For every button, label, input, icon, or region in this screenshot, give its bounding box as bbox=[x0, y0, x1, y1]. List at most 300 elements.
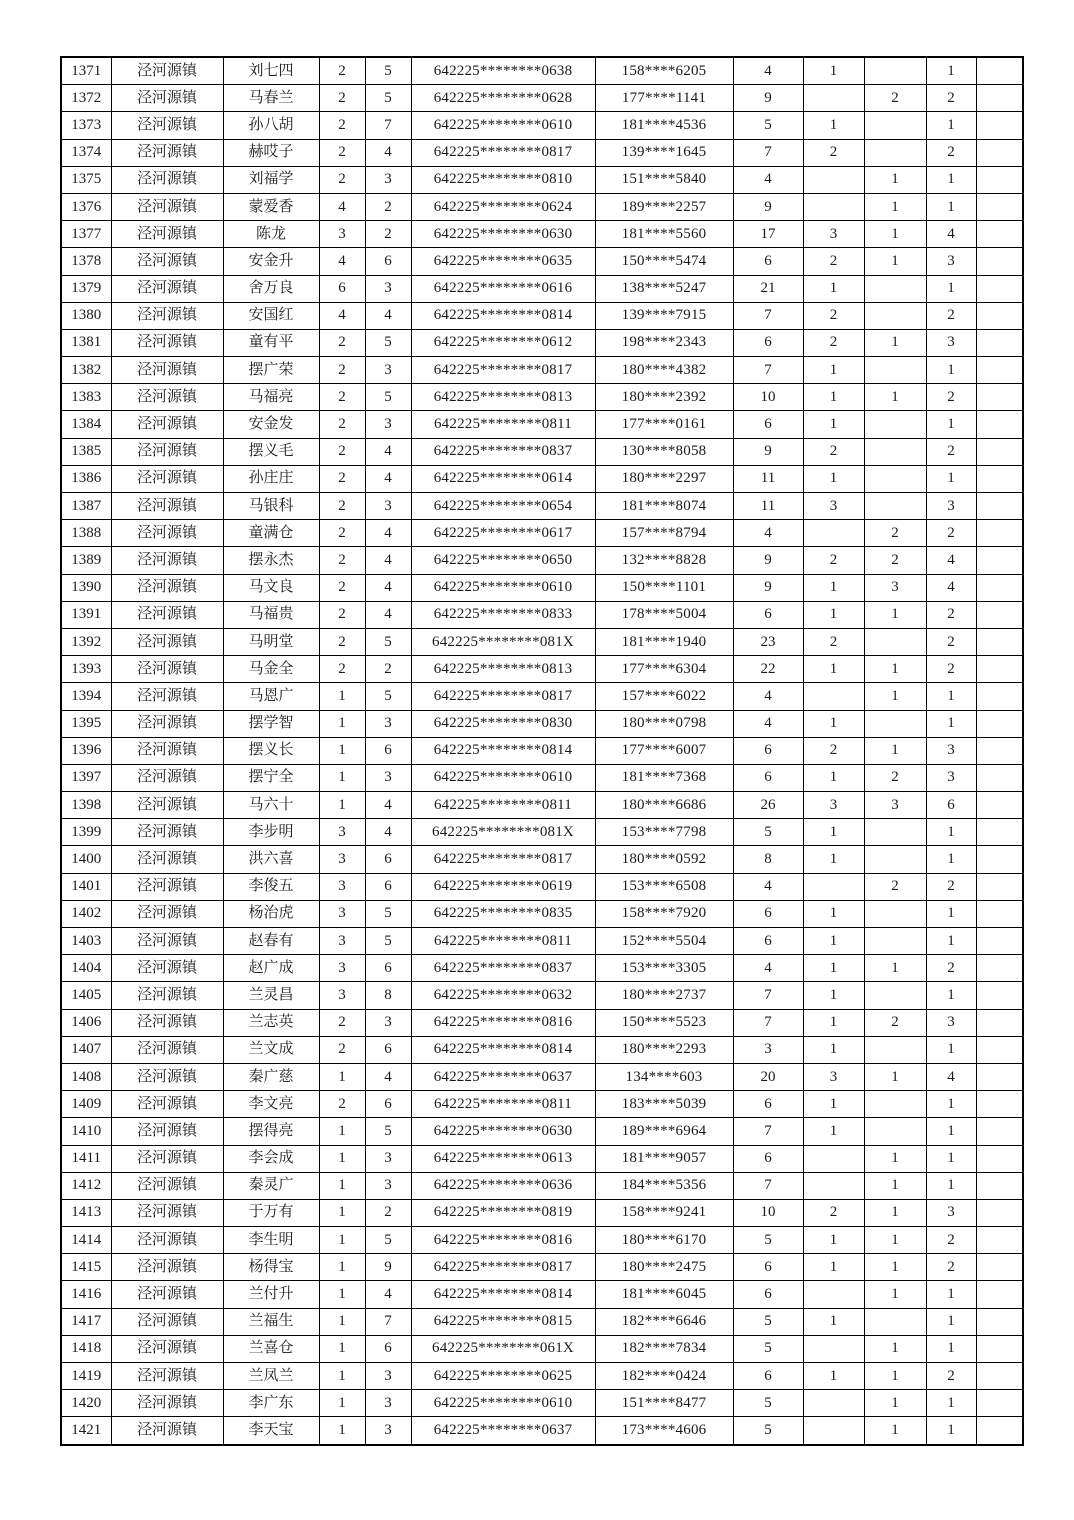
cell-blank-column bbox=[976, 656, 1023, 683]
cell-blank-column bbox=[976, 764, 1023, 791]
cell-count-3: 10 bbox=[733, 384, 803, 411]
cell-count-3: 6 bbox=[733, 1281, 803, 1308]
cell-person-name: 李俊五 bbox=[223, 873, 319, 900]
cell-count-5 bbox=[864, 900, 926, 927]
cell-row-number: 1380 bbox=[61, 302, 111, 329]
cell-count-6: 2 bbox=[926, 85, 976, 112]
cell-count-6: 1 bbox=[926, 465, 976, 492]
cell-masked-phone-number: 180****6170 bbox=[595, 1227, 733, 1254]
cell-count-4: 1 bbox=[803, 357, 864, 384]
cell-count-3: 4 bbox=[733, 955, 803, 982]
table-row bbox=[61, 601, 1023, 628]
cell-masked-phone-number: 180****4382 bbox=[595, 357, 733, 384]
cell-row-number: 1387 bbox=[61, 493, 111, 520]
cell-person-name: 刘福学 bbox=[223, 166, 319, 193]
cell-row-number: 1395 bbox=[61, 710, 111, 737]
cell-count-6: 1 bbox=[926, 1390, 976, 1417]
cell-count-5: 1 bbox=[864, 329, 926, 356]
cell-person-name: 赫哎子 bbox=[223, 139, 319, 166]
cell-row-number: 1396 bbox=[61, 737, 111, 764]
cell-count-6: 3 bbox=[926, 248, 976, 275]
cell-masked-phone-number: 182****7834 bbox=[595, 1335, 733, 1362]
cell-masked-id-number: 642225********0613 bbox=[411, 1145, 595, 1172]
table-row bbox=[61, 357, 1023, 384]
cell-blank-column bbox=[976, 85, 1023, 112]
cell-count-4: 1 bbox=[803, 465, 864, 492]
cell-count-2: 4 bbox=[365, 1063, 411, 1090]
cell-count-5: 1 bbox=[864, 193, 926, 220]
cell-count-2: 4 bbox=[365, 547, 411, 574]
cell-person-name: 安金升 bbox=[223, 248, 319, 275]
cell-count-3: 5 bbox=[733, 1335, 803, 1362]
cell-masked-phone-number: 158****7920 bbox=[595, 900, 733, 927]
cell-masked-id-number: 642225********0636 bbox=[411, 1172, 595, 1199]
cell-masked-phone-number: 157****8794 bbox=[595, 520, 733, 547]
cell-count-4 bbox=[803, 873, 864, 900]
table-row bbox=[61, 166, 1023, 193]
cell-masked-id-number: 642225********0814 bbox=[411, 302, 595, 329]
cell-count-3: 7 bbox=[733, 1172, 803, 1199]
cell-count-5: 1 bbox=[864, 1254, 926, 1281]
cell-masked-phone-number: 177****6007 bbox=[595, 737, 733, 764]
cell-count-3: 6 bbox=[733, 601, 803, 628]
cell-row-number: 1386 bbox=[61, 465, 111, 492]
cell-town-name: 泾河源镇 bbox=[111, 1335, 223, 1362]
table-row bbox=[61, 574, 1023, 601]
cell-town-name: 泾河源镇 bbox=[111, 683, 223, 710]
cell-count-2: 4 bbox=[365, 139, 411, 166]
cell-person-name: 摆永杰 bbox=[223, 547, 319, 574]
cell-town-name: 泾河源镇 bbox=[111, 900, 223, 927]
cell-count-2: 4 bbox=[365, 465, 411, 492]
cell-count-3: 6 bbox=[733, 1363, 803, 1390]
cell-person-name: 舍万良 bbox=[223, 275, 319, 302]
cell-masked-id-number: 642225********0632 bbox=[411, 982, 595, 1009]
cell-count-1: 1 bbox=[319, 1363, 365, 1390]
cell-count-6: 1 bbox=[926, 710, 976, 737]
cell-count-2: 5 bbox=[365, 928, 411, 955]
cell-town-name: 泾河源镇 bbox=[111, 411, 223, 438]
cell-count-4: 1 bbox=[803, 710, 864, 737]
cell-count-5 bbox=[864, 1091, 926, 1118]
cell-row-number: 1410 bbox=[61, 1118, 111, 1145]
cell-count-6: 1 bbox=[926, 1308, 976, 1335]
cell-person-name: 陈龙 bbox=[223, 221, 319, 248]
cell-count-3: 6 bbox=[733, 928, 803, 955]
cell-count-6: 6 bbox=[926, 792, 976, 819]
cell-blank-column bbox=[976, 193, 1023, 220]
cell-count-4: 2 bbox=[803, 1199, 864, 1226]
cell-town-name: 泾河源镇 bbox=[111, 384, 223, 411]
cell-masked-phone-number: 130****8058 bbox=[595, 438, 733, 465]
cell-count-1: 1 bbox=[319, 1145, 365, 1172]
cell-count-2: 5 bbox=[365, 628, 411, 655]
cell-count-1: 2 bbox=[319, 139, 365, 166]
cell-masked-id-number: 642225********081X bbox=[411, 628, 595, 655]
cell-row-number: 1374 bbox=[61, 139, 111, 166]
cell-masked-phone-number: 182****6646 bbox=[595, 1308, 733, 1335]
cell-masked-phone-number: 180****0798 bbox=[595, 710, 733, 737]
cell-count-1: 3 bbox=[319, 221, 365, 248]
cell-count-6: 2 bbox=[926, 601, 976, 628]
cell-town-name: 泾河源镇 bbox=[111, 628, 223, 655]
cell-masked-phone-number: 181****6045 bbox=[595, 1281, 733, 1308]
cell-count-1: 3 bbox=[319, 928, 365, 955]
cell-town-name: 泾河源镇 bbox=[111, 873, 223, 900]
cell-masked-id-number: 642225********0617 bbox=[411, 520, 595, 547]
cell-blank-column bbox=[976, 710, 1023, 737]
cell-count-3: 9 bbox=[733, 438, 803, 465]
cell-town-name: 泾河源镇 bbox=[111, 1308, 223, 1335]
cell-count-1: 1 bbox=[319, 1254, 365, 1281]
table-row bbox=[61, 520, 1023, 547]
cell-count-1: 1 bbox=[319, 1417, 365, 1445]
cell-masked-id-number: 642225********0837 bbox=[411, 438, 595, 465]
cell-count-5: 1 bbox=[864, 656, 926, 683]
cell-town-name: 泾河源镇 bbox=[111, 1281, 223, 1308]
cell-count-2: 4 bbox=[365, 574, 411, 601]
cell-blank-column bbox=[976, 1363, 1023, 1390]
table-row bbox=[61, 302, 1023, 329]
cell-count-5: 1 bbox=[864, 1145, 926, 1172]
cell-masked-phone-number: 150****5474 bbox=[595, 248, 733, 275]
cell-count-2: 3 bbox=[365, 1417, 411, 1445]
cell-count-1: 4 bbox=[319, 302, 365, 329]
cell-blank-column bbox=[976, 737, 1023, 764]
cell-count-3: 17 bbox=[733, 221, 803, 248]
cell-count-4: 1 bbox=[803, 112, 864, 139]
cell-masked-id-number: 642225********0654 bbox=[411, 493, 595, 520]
cell-masked-id-number: 642225********0628 bbox=[411, 85, 595, 112]
cell-blank-column bbox=[976, 1036, 1023, 1063]
cell-count-5: 1 bbox=[864, 683, 926, 710]
cell-town-name: 泾河源镇 bbox=[111, 221, 223, 248]
cell-masked-phone-number: 151****5840 bbox=[595, 166, 733, 193]
cell-count-4 bbox=[803, 1335, 864, 1362]
cell-person-name: 童满仓 bbox=[223, 520, 319, 547]
cell-count-5: 1 bbox=[864, 384, 926, 411]
cell-town-name: 泾河源镇 bbox=[111, 1363, 223, 1390]
cell-masked-id-number: 642225********0637 bbox=[411, 1417, 595, 1445]
cell-count-6: 4 bbox=[926, 547, 976, 574]
cell-masked-id-number: 642225********0819 bbox=[411, 1199, 595, 1226]
cell-blank-column bbox=[976, 1118, 1023, 1145]
cell-row-number: 1400 bbox=[61, 846, 111, 873]
cell-count-2: 9 bbox=[365, 1254, 411, 1281]
cell-person-name: 安国红 bbox=[223, 302, 319, 329]
cell-count-4: 3 bbox=[803, 221, 864, 248]
cell-count-1: 4 bbox=[319, 248, 365, 275]
cell-masked-id-number: 642225********0815 bbox=[411, 1308, 595, 1335]
cell-count-3: 4 bbox=[733, 57, 803, 85]
cell-count-2: 5 bbox=[365, 85, 411, 112]
cell-count-1: 6 bbox=[319, 275, 365, 302]
cell-count-4: 1 bbox=[803, 656, 864, 683]
cell-count-4: 1 bbox=[803, 411, 864, 438]
cell-count-3: 5 bbox=[733, 112, 803, 139]
cell-masked-id-number: 642225********0650 bbox=[411, 547, 595, 574]
cell-count-2: 6 bbox=[365, 873, 411, 900]
cell-person-name: 李会成 bbox=[223, 1145, 319, 1172]
cell-count-5: 2 bbox=[864, 764, 926, 791]
cell-count-5: 1 bbox=[864, 601, 926, 628]
cell-person-name: 刘七四 bbox=[223, 57, 319, 85]
cell-person-name: 摆广荣 bbox=[223, 357, 319, 384]
cell-count-5: 1 bbox=[864, 1172, 926, 1199]
table-row bbox=[61, 139, 1023, 166]
cell-blank-column bbox=[976, 1335, 1023, 1362]
table-row bbox=[61, 465, 1023, 492]
cell-count-5 bbox=[864, 465, 926, 492]
cell-count-6: 1 bbox=[926, 819, 976, 846]
cell-town-name: 泾河源镇 bbox=[111, 1417, 223, 1445]
cell-masked-id-number: 642225********0837 bbox=[411, 955, 595, 982]
cell-masked-phone-number: 180****2392 bbox=[595, 384, 733, 411]
cell-masked-id-number: 642225********0616 bbox=[411, 275, 595, 302]
table-row bbox=[61, 1036, 1023, 1063]
cell-town-name: 泾河源镇 bbox=[111, 357, 223, 384]
cell-person-name: 兰文成 bbox=[223, 1036, 319, 1063]
cell-blank-column bbox=[976, 57, 1023, 85]
cell-count-1: 2 bbox=[319, 438, 365, 465]
cell-masked-id-number: 642225********0610 bbox=[411, 112, 595, 139]
cell-count-1: 2 bbox=[319, 628, 365, 655]
cell-count-2: 5 bbox=[365, 329, 411, 356]
cell-town-name: 泾河源镇 bbox=[111, 601, 223, 628]
cell-masked-id-number: 642225********0814 bbox=[411, 1036, 595, 1063]
cell-masked-phone-number: 153****7798 bbox=[595, 819, 733, 846]
cell-count-6: 1 bbox=[926, 1172, 976, 1199]
table-row bbox=[61, 275, 1023, 302]
cell-person-name: 马文良 bbox=[223, 574, 319, 601]
cell-count-6: 1 bbox=[926, 57, 976, 85]
cell-count-2: 3 bbox=[365, 493, 411, 520]
table-row bbox=[61, 873, 1023, 900]
cell-masked-id-number: 642225********0817 bbox=[411, 1254, 595, 1281]
cell-count-2: 3 bbox=[365, 1363, 411, 1390]
cell-count-3: 6 bbox=[733, 764, 803, 791]
cell-count-5: 2 bbox=[864, 520, 926, 547]
cell-count-3: 6 bbox=[733, 737, 803, 764]
cell-count-6: 2 bbox=[926, 139, 976, 166]
cell-count-3: 4 bbox=[733, 873, 803, 900]
cell-row-number: 1408 bbox=[61, 1063, 111, 1090]
cell-row-number: 1412 bbox=[61, 1172, 111, 1199]
cell-count-6: 2 bbox=[926, 302, 976, 329]
cell-count-2: 2 bbox=[365, 221, 411, 248]
cell-count-3: 7 bbox=[733, 139, 803, 166]
table-row bbox=[61, 710, 1023, 737]
cell-count-6: 1 bbox=[926, 1145, 976, 1172]
cell-count-1: 2 bbox=[319, 520, 365, 547]
cell-count-1: 2 bbox=[319, 411, 365, 438]
cell-person-name: 童有平 bbox=[223, 329, 319, 356]
cell-count-6: 2 bbox=[926, 873, 976, 900]
cell-count-1: 3 bbox=[319, 873, 365, 900]
cell-town-name: 泾河源镇 bbox=[111, 1227, 223, 1254]
cell-count-2: 4 bbox=[365, 520, 411, 547]
cell-person-name: 马银科 bbox=[223, 493, 319, 520]
table-row bbox=[61, 1172, 1023, 1199]
table-row bbox=[61, 1335, 1023, 1362]
cell-count-5 bbox=[864, 302, 926, 329]
cell-count-6: 2 bbox=[926, 1363, 976, 1390]
cell-count-5: 2 bbox=[864, 1009, 926, 1036]
cell-town-name: 泾河源镇 bbox=[111, 465, 223, 492]
cell-count-6: 2 bbox=[926, 384, 976, 411]
cell-count-4: 3 bbox=[803, 792, 864, 819]
cell-masked-phone-number: 189****6964 bbox=[595, 1118, 733, 1145]
cell-blank-column bbox=[976, 683, 1023, 710]
cell-count-2: 5 bbox=[365, 1227, 411, 1254]
cell-blank-column bbox=[976, 520, 1023, 547]
table-row bbox=[61, 248, 1023, 275]
cell-count-1: 2 bbox=[319, 656, 365, 683]
cell-count-3: 9 bbox=[733, 547, 803, 574]
cell-person-name: 李文亮 bbox=[223, 1091, 319, 1118]
cell-count-3: 5 bbox=[733, 1390, 803, 1417]
cell-count-6: 3 bbox=[926, 1199, 976, 1226]
cell-count-1: 1 bbox=[319, 737, 365, 764]
cell-count-4: 2 bbox=[803, 248, 864, 275]
cell-town-name: 泾河源镇 bbox=[111, 1199, 223, 1226]
cell-count-4: 1 bbox=[803, 1227, 864, 1254]
cell-masked-id-number: 642225********0637 bbox=[411, 1063, 595, 1090]
cell-blank-column bbox=[976, 873, 1023, 900]
cell-blank-column bbox=[976, 465, 1023, 492]
cell-row-number: 1393 bbox=[61, 656, 111, 683]
cell-count-6: 2 bbox=[926, 955, 976, 982]
cell-masked-id-number: 642225********0814 bbox=[411, 737, 595, 764]
cell-count-2: 5 bbox=[365, 384, 411, 411]
cell-masked-id-number: 642225********0638 bbox=[411, 57, 595, 85]
cell-masked-id-number: 642225********0811 bbox=[411, 928, 595, 955]
cell-count-1: 2 bbox=[319, 1036, 365, 1063]
cell-blank-column bbox=[976, 1281, 1023, 1308]
cell-town-name: 泾河源镇 bbox=[111, 547, 223, 574]
cell-count-6: 1 bbox=[926, 112, 976, 139]
cell-masked-id-number: 642225********0817 bbox=[411, 139, 595, 166]
cell-row-number: 1388 bbox=[61, 520, 111, 547]
cell-masked-phone-number: 158****9241 bbox=[595, 1199, 733, 1226]
cell-count-1: 1 bbox=[319, 1390, 365, 1417]
cell-blank-column bbox=[976, 275, 1023, 302]
cell-count-2: 3 bbox=[365, 1145, 411, 1172]
cell-count-5: 1 bbox=[864, 1063, 926, 1090]
cell-count-1: 1 bbox=[319, 1199, 365, 1226]
cell-masked-id-number: 642225********0817 bbox=[411, 683, 595, 710]
table-row bbox=[61, 112, 1023, 139]
cell-person-name: 于万有 bbox=[223, 1199, 319, 1226]
cell-person-name: 杨治虎 bbox=[223, 900, 319, 927]
table-row bbox=[61, 819, 1023, 846]
cell-count-6: 2 bbox=[926, 438, 976, 465]
cell-person-name: 李广东 bbox=[223, 1390, 319, 1417]
cell-count-5: 2 bbox=[864, 547, 926, 574]
cell-count-6: 3 bbox=[926, 493, 976, 520]
table-row bbox=[61, 982, 1023, 1009]
cell-count-6: 3 bbox=[926, 1009, 976, 1036]
cell-masked-phone-number: 139****1645 bbox=[595, 139, 733, 166]
cell-town-name: 泾河源镇 bbox=[111, 1036, 223, 1063]
cell-count-5: 1 bbox=[864, 1417, 926, 1445]
cell-blank-column bbox=[976, 955, 1023, 982]
cell-person-name: 李生明 bbox=[223, 1227, 319, 1254]
cell-count-4 bbox=[803, 1145, 864, 1172]
cell-count-3: 6 bbox=[733, 411, 803, 438]
table-row bbox=[61, 221, 1023, 248]
cell-count-6: 2 bbox=[926, 520, 976, 547]
cell-row-number: 1403 bbox=[61, 928, 111, 955]
cell-row-number: 1389 bbox=[61, 547, 111, 574]
cell-masked-phone-number: 177****1141 bbox=[595, 85, 733, 112]
cell-blank-column bbox=[976, 384, 1023, 411]
cell-count-5: 2 bbox=[864, 873, 926, 900]
table-row bbox=[61, 411, 1023, 438]
cell-town-name: 泾河源镇 bbox=[111, 928, 223, 955]
cell-masked-id-number: 642225********0817 bbox=[411, 846, 595, 873]
cell-row-number: 1414 bbox=[61, 1227, 111, 1254]
cell-count-2: 3 bbox=[365, 275, 411, 302]
cell-count-2: 7 bbox=[365, 1308, 411, 1335]
cell-masked-phone-number: 139****7915 bbox=[595, 302, 733, 329]
cell-count-6: 2 bbox=[926, 1254, 976, 1281]
cell-count-6: 1 bbox=[926, 1417, 976, 1445]
cell-count-2: 3 bbox=[365, 411, 411, 438]
cell-count-2: 4 bbox=[365, 601, 411, 628]
cell-masked-id-number: 642225********0630 bbox=[411, 221, 595, 248]
cell-row-number: 1384 bbox=[61, 411, 111, 438]
cell-count-1: 2 bbox=[319, 465, 365, 492]
cell-row-number: 1379 bbox=[61, 275, 111, 302]
cell-count-2: 5 bbox=[365, 683, 411, 710]
cell-count-4 bbox=[803, 85, 864, 112]
cell-masked-phone-number: 150****5523 bbox=[595, 1009, 733, 1036]
cell-blank-column bbox=[976, 574, 1023, 601]
cell-count-6: 1 bbox=[926, 357, 976, 384]
cell-town-name: 泾河源镇 bbox=[111, 57, 223, 85]
cell-masked-phone-number: 181****7368 bbox=[595, 764, 733, 791]
cell-person-name: 孙八胡 bbox=[223, 112, 319, 139]
cell-count-4: 1 bbox=[803, 1363, 864, 1390]
cell-row-number: 1397 bbox=[61, 764, 111, 791]
cell-count-6: 1 bbox=[926, 928, 976, 955]
cell-count-3: 8 bbox=[733, 846, 803, 873]
cell-person-name: 孙庄庄 bbox=[223, 465, 319, 492]
cell-count-1: 1 bbox=[319, 683, 365, 710]
cell-count-3: 6 bbox=[733, 1254, 803, 1281]
cell-town-name: 泾河源镇 bbox=[111, 493, 223, 520]
cell-count-4: 2 bbox=[803, 628, 864, 655]
cell-masked-id-number: 642225********0816 bbox=[411, 1009, 595, 1036]
cell-row-number: 1381 bbox=[61, 329, 111, 356]
table-row bbox=[61, 1009, 1023, 1036]
cell-count-4: 1 bbox=[803, 1118, 864, 1145]
cell-row-number: 1373 bbox=[61, 112, 111, 139]
cell-town-name: 泾河源镇 bbox=[111, 112, 223, 139]
table-row bbox=[61, 737, 1023, 764]
cell-count-1: 2 bbox=[319, 601, 365, 628]
cell-count-4: 1 bbox=[803, 1009, 864, 1036]
cell-person-name: 马福亮 bbox=[223, 384, 319, 411]
cell-count-3: 4 bbox=[733, 520, 803, 547]
cell-count-6: 2 bbox=[926, 656, 976, 683]
cell-masked-id-number: 642225********081X bbox=[411, 819, 595, 846]
cell-person-name: 摆学智 bbox=[223, 710, 319, 737]
cell-town-name: 泾河源镇 bbox=[111, 275, 223, 302]
cell-count-2: 6 bbox=[365, 1091, 411, 1118]
cell-town-name: 泾河源镇 bbox=[111, 1390, 223, 1417]
